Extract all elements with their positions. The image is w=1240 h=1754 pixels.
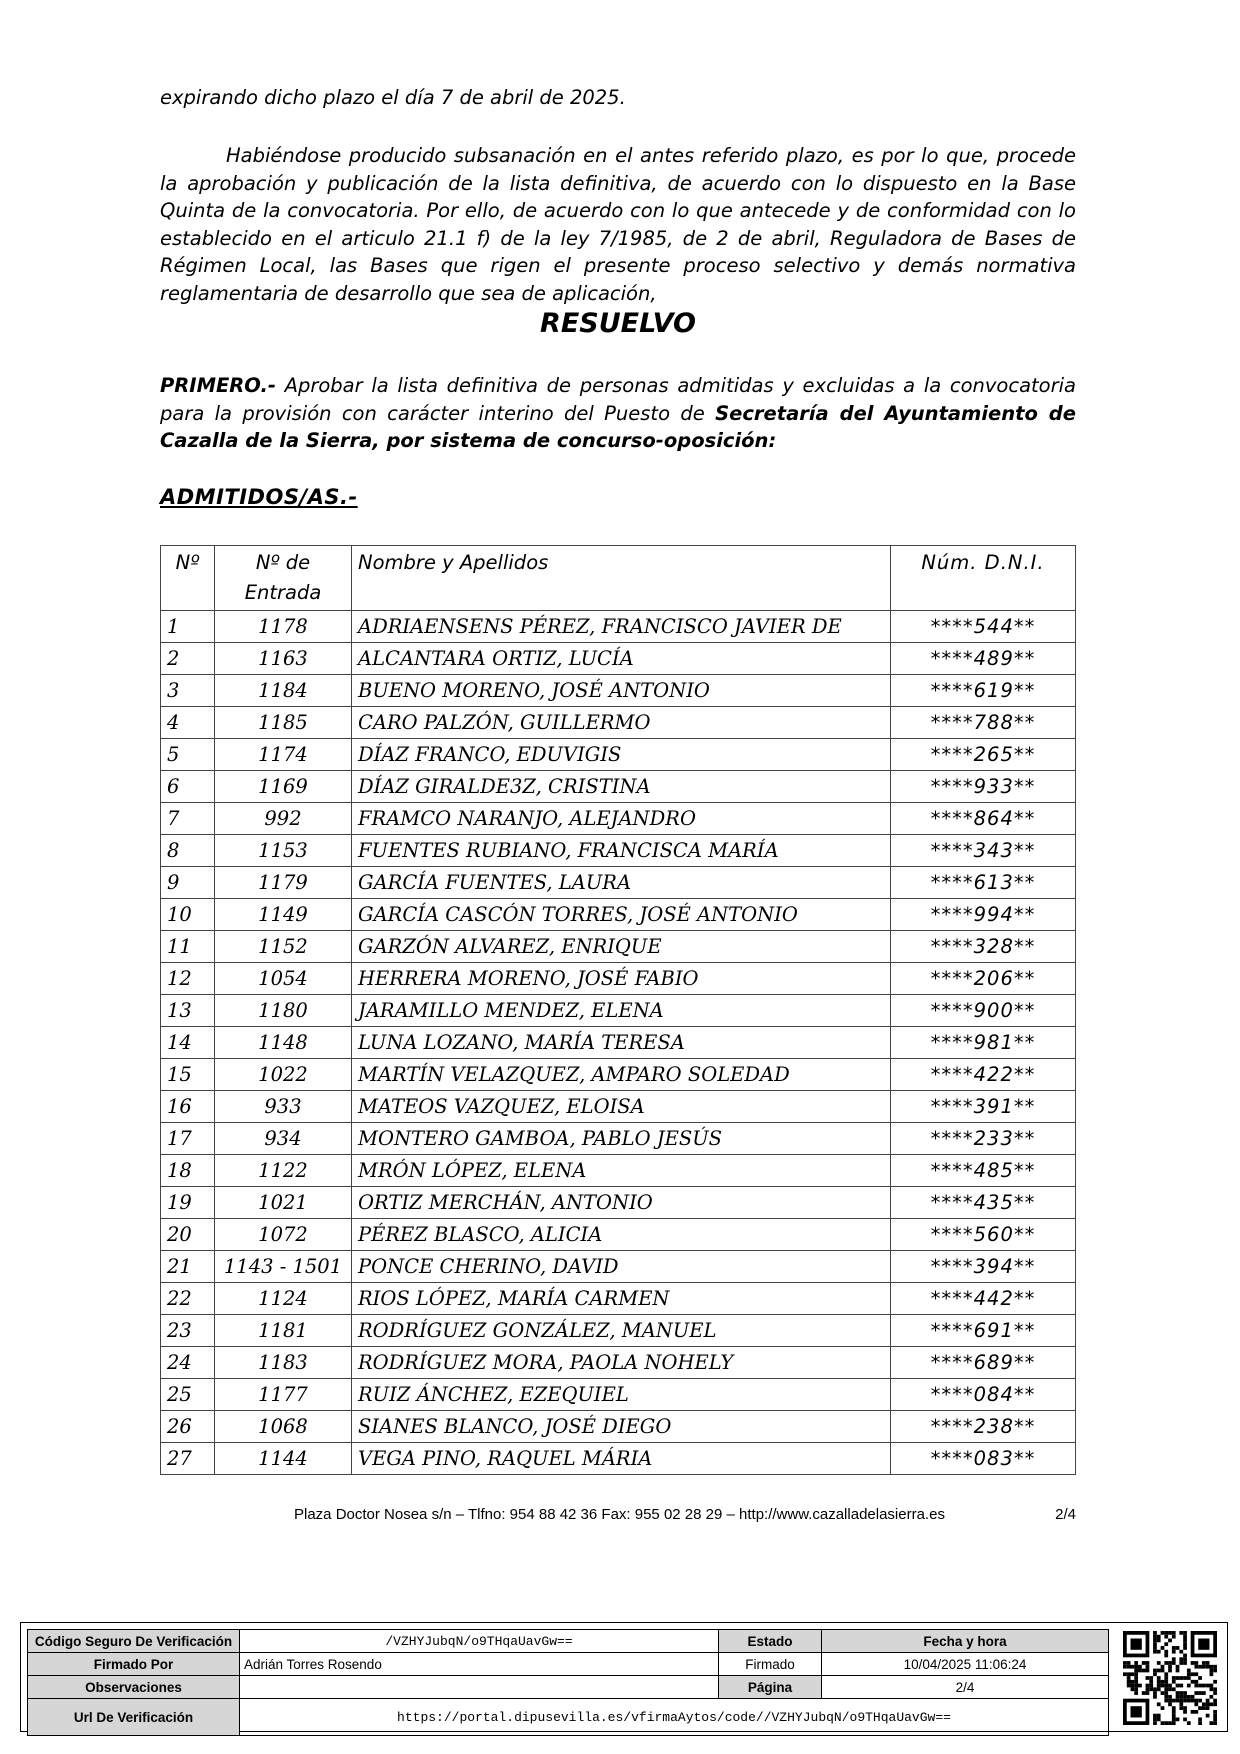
row-dni: ****981**	[891, 1027, 1076, 1059]
signed-by-value: Adrián Torres Rosendo	[240, 1653, 719, 1676]
datetime-label: Fecha y hora	[822, 1630, 1109, 1653]
row-name: LUNA LOZANO, MARÍA TERESA	[352, 1027, 891, 1059]
row-entry: 1068	[215, 1411, 352, 1443]
row-entry: 934	[215, 1123, 352, 1155]
datetime-value: 10/04/2025 11:06:24	[822, 1653, 1109, 1676]
table-row	[161, 835, 1076, 867]
table-row	[161, 1443, 1076, 1475]
table-row	[161, 1123, 1076, 1155]
table-row	[161, 1251, 1076, 1283]
row-entry: 1169	[215, 771, 352, 803]
footer-address: Plaza Doctor Nosea s/n – Tlfno: 954 88 42 36 Fax: 955 02 28 29 – http://www.cazalladelasierra.es	[294, 1506, 945, 1523]
first-resolution-paragraph	[160, 372, 1076, 455]
row-entry: 1021	[215, 1187, 352, 1219]
row-name: GARZÓN ALVAREZ, ENRIQUE	[352, 931, 891, 963]
row-entry: 1184	[215, 675, 352, 707]
row-name: FRAMCO NARANJO, ALEJANDRO	[352, 803, 891, 835]
resolve-title: RESUELVO	[540, 308, 696, 339]
page-value: 2/4	[822, 1676, 1109, 1699]
page-label: Página	[719, 1676, 822, 1699]
row-dni: ****619**	[891, 675, 1076, 707]
row-dni: ****560**	[891, 1219, 1076, 1251]
row-name: RUIZ ÁNCHEZ, EZEQUIEL	[352, 1379, 891, 1411]
header-num: Nº	[161, 546, 215, 611]
table-row	[161, 1347, 1076, 1379]
verification-row	[28, 1653, 1109, 1676]
row-dni: ****233**	[891, 1123, 1076, 1155]
row-name: ALCANTARA ORTIZ, LUCÍA	[352, 643, 891, 675]
first-lead: PRIMERO.-	[160, 374, 276, 397]
row-num: 17	[161, 1123, 215, 1155]
row-name: RODRÍGUEZ MORA, PAOLA NOHELY	[352, 1347, 891, 1379]
row-name: RIOS LÓPEZ, MARÍA CARMEN	[352, 1283, 891, 1315]
row-name: JARAMILLO MENDEZ, ELENA	[352, 995, 891, 1027]
row-dni: ****265**	[891, 739, 1076, 771]
row-num: 6	[161, 771, 215, 803]
row-dni: ****238**	[891, 1411, 1076, 1443]
row-entry: 1072	[215, 1219, 352, 1251]
row-name: PONCE CHERINO, DAVID	[352, 1251, 891, 1283]
row-name: ADRIAENSENS PÉREZ, FRANCISCO JAVIER DE	[352, 611, 891, 643]
row-dni: ****206**	[891, 963, 1076, 995]
row-name: CARO PALZÓN, GUILLERMO	[352, 707, 891, 739]
row-num: 11	[161, 931, 215, 963]
row-num: 26	[161, 1411, 215, 1443]
row-entry: 1177	[215, 1379, 352, 1411]
first-text: Aprobar la lista definitiva de personas admitidas y excluidas a la convocatoria para la provisión con carácter interino del Puesto de	[160, 374, 1076, 425]
row-dni: ****994**	[891, 899, 1076, 931]
row-dni: ****328**	[891, 931, 1076, 963]
header-dni: Núm. D.N.I.	[891, 546, 1076, 611]
row-entry: 1124	[215, 1283, 352, 1315]
main-paragraph: Habiéndose producido subsanación en el antes referido plazo, es por lo que, procede la aprobación y publicación de la lista definitiva, de acuerdo con lo dispuesto en la Base Quinta de la convocatoria. Por ello, de acuerdo con lo que antecede y de conformidad con lo establecido en el articulo 21.1 f) de la ley 7/1985, de 2 de abril, Reguladora de Bases de Régimen Local, las Bases que rigen el presente proceso selectivo y demás normativa reglamentaria de desarrollo que sea de aplicación,	[160, 144, 1076, 305]
row-name: SIANES BLANCO, JOSÉ DIEGO	[352, 1411, 891, 1443]
row-entry: 1181	[215, 1315, 352, 1347]
row-dni: ****691**	[891, 1315, 1076, 1347]
row-dni: ****864**	[891, 803, 1076, 835]
table-row	[161, 1027, 1076, 1059]
table-row	[161, 963, 1076, 995]
observations-value	[240, 1676, 719, 1699]
table-row	[161, 739, 1076, 771]
table-row	[161, 995, 1076, 1027]
row-num: 18	[161, 1155, 215, 1187]
row-num: 16	[161, 1091, 215, 1123]
qr-code-icon	[1123, 1631, 1217, 1725]
table-row	[161, 1315, 1076, 1347]
row-name: MRÓN LÓPEZ, ELENA	[352, 1155, 891, 1187]
table-row	[161, 1155, 1076, 1187]
row-entry: 1143 - 1501	[215, 1251, 352, 1283]
table-row	[161, 1411, 1076, 1443]
table-row	[161, 611, 1076, 643]
header-entry-line1: Nº de	[255, 551, 311, 574]
row-entry: 992	[215, 803, 352, 835]
signed-by-label: Firmado Por	[28, 1653, 240, 1676]
row-num: 5	[161, 739, 215, 771]
row-name: RODRÍGUEZ GONZÁLEZ, MANUEL	[352, 1315, 891, 1347]
row-entry: 1179	[215, 867, 352, 899]
row-name: MARTÍN VELAZQUEZ, AMPARO SOLEDAD	[352, 1059, 891, 1091]
table-row	[161, 707, 1076, 739]
row-name: GARCÍA FUENTES, LAURA	[352, 867, 891, 899]
row-entry: 1022	[215, 1059, 352, 1091]
row-name: FUENTES RUBIANO, FRANCISCA MARÍA	[352, 835, 891, 867]
table-row	[161, 1091, 1076, 1123]
table-row	[161, 931, 1076, 963]
admitted-heading: ADMITIDOS/AS.-	[160, 485, 358, 509]
row-num: 14	[161, 1027, 215, 1059]
row-entry: 1144	[215, 1443, 352, 1475]
row-dni: ****613**	[891, 867, 1076, 899]
row-name: ORTIZ MERCHÁN, ANTONIO	[352, 1187, 891, 1219]
url-label: Url De Verificación	[28, 1699, 240, 1736]
row-entry: 1054	[215, 963, 352, 995]
header-entry-line2: Entrada	[244, 581, 322, 604]
row-num: 22	[161, 1283, 215, 1315]
row-entry: 1180	[215, 995, 352, 1027]
row-name: DÍAZ FRANCO, EDUVIGIS	[352, 739, 891, 771]
status-label: Estado	[719, 1630, 822, 1653]
row-num: 8	[161, 835, 215, 867]
verification-box	[20, 1622, 1228, 1732]
csv-value: /VZHYJubqN/o9THqaUavGw==	[240, 1630, 719, 1653]
row-dni: ****391**	[891, 1091, 1076, 1123]
table-row	[161, 675, 1076, 707]
verification-row	[28, 1699, 1109, 1736]
row-dni: ****422**	[891, 1059, 1076, 1091]
footer-page-number: 2/4	[1055, 1506, 1076, 1523]
row-num: 15	[161, 1059, 215, 1091]
verification-table	[27, 1629, 1109, 1736]
row-name: MATEOS VAZQUEZ, ELOISA	[352, 1091, 891, 1123]
row-dni: ****442**	[891, 1283, 1076, 1315]
admitted-table	[160, 545, 1076, 1475]
row-dni: ****435**	[891, 1187, 1076, 1219]
table-row	[161, 643, 1076, 675]
row-name: HERRERA MORENO, JOSÉ FABIO	[352, 963, 891, 995]
row-dni: ****343**	[891, 835, 1076, 867]
table-row	[161, 899, 1076, 931]
header-name: Nombre y Apellidos	[352, 546, 891, 611]
row-entry: 1174	[215, 739, 352, 771]
row-entry: 933	[215, 1091, 352, 1123]
row-dni: ****485**	[891, 1155, 1076, 1187]
observations-label: Observaciones	[28, 1676, 240, 1699]
row-dni: ****544**	[891, 611, 1076, 643]
verification-row	[28, 1676, 1109, 1699]
row-dni: ****083**	[891, 1443, 1076, 1475]
row-name: DÍAZ GIRALDE3Z, CRISTINA	[352, 771, 891, 803]
row-dni: ****933**	[891, 771, 1076, 803]
row-entry: 1148	[215, 1027, 352, 1059]
row-dni: ****394**	[891, 1251, 1076, 1283]
table-row	[161, 1059, 1076, 1091]
row-num: 27	[161, 1443, 215, 1475]
csv-label: Código Seguro De Verificación	[28, 1630, 240, 1653]
row-num: 21	[161, 1251, 215, 1283]
table-body	[161, 611, 1076, 1475]
row-num: 7	[161, 803, 215, 835]
row-name: GARCÍA CASCÓN TORRES, JOSÉ ANTONIO	[352, 899, 891, 931]
row-entry: 1185	[215, 707, 352, 739]
row-num: 25	[161, 1379, 215, 1411]
row-num: 20	[161, 1219, 215, 1251]
row-num: 19	[161, 1187, 215, 1219]
table-header-row	[161, 546, 1076, 611]
row-dni: ****084**	[891, 1379, 1076, 1411]
row-entry: 1178	[215, 611, 352, 643]
row-num: 12	[161, 963, 215, 995]
row-dni: ****788**	[891, 707, 1076, 739]
row-num: 3	[161, 675, 215, 707]
table-row	[161, 1219, 1076, 1251]
row-name: MONTERO GAMBOA, PABLO JESÚS	[352, 1123, 891, 1155]
row-num: 2	[161, 643, 215, 675]
intro-paragraph: expirando dicho plazo el día 7 de abril de 2025.	[160, 86, 626, 109]
row-num: 10	[161, 899, 215, 931]
row-dni: ****689**	[891, 1347, 1076, 1379]
row-num: 13	[161, 995, 215, 1027]
row-name: VEGA PINO, RAQUEL MÁRIA	[352, 1443, 891, 1475]
table-row	[161, 1283, 1076, 1315]
row-num: 9	[161, 867, 215, 899]
row-num: 24	[161, 1347, 215, 1379]
row-name: BUENO MORENO, JOSÉ ANTONIO	[352, 675, 891, 707]
row-num: 23	[161, 1315, 215, 1347]
table-row	[161, 803, 1076, 835]
first-bold-text: Secretaría del Ayuntamiento de Cazalla de la Sierra, por sistema de concurso-oposición:	[160, 401, 1076, 452]
row-num: 4	[161, 707, 215, 739]
table-row	[161, 771, 1076, 803]
verification-row	[28, 1630, 1109, 1653]
row-entry: 1153	[215, 835, 352, 867]
row-name: PÉREZ BLASCO, ALICIA	[352, 1219, 891, 1251]
status-value: Firmado	[719, 1653, 822, 1676]
row-entry: 1122	[215, 1155, 352, 1187]
row-num: 1	[161, 611, 215, 643]
row-dni: ****489**	[891, 643, 1076, 675]
row-dni: ****900**	[891, 995, 1076, 1027]
header-entry	[215, 546, 352, 611]
row-entry: 1163	[215, 643, 352, 675]
table-row	[161, 1187, 1076, 1219]
row-entry: 1152	[215, 931, 352, 963]
table-row	[161, 1379, 1076, 1411]
row-entry: 1149	[215, 899, 352, 931]
url-value[interactable]: https://portal.dipusevilla.es/vfirmaAytos/code//VZHYJubqN/o9THqaUavGw==	[240, 1699, 1109, 1736]
row-entry: 1183	[215, 1347, 352, 1379]
table-row	[161, 867, 1076, 899]
